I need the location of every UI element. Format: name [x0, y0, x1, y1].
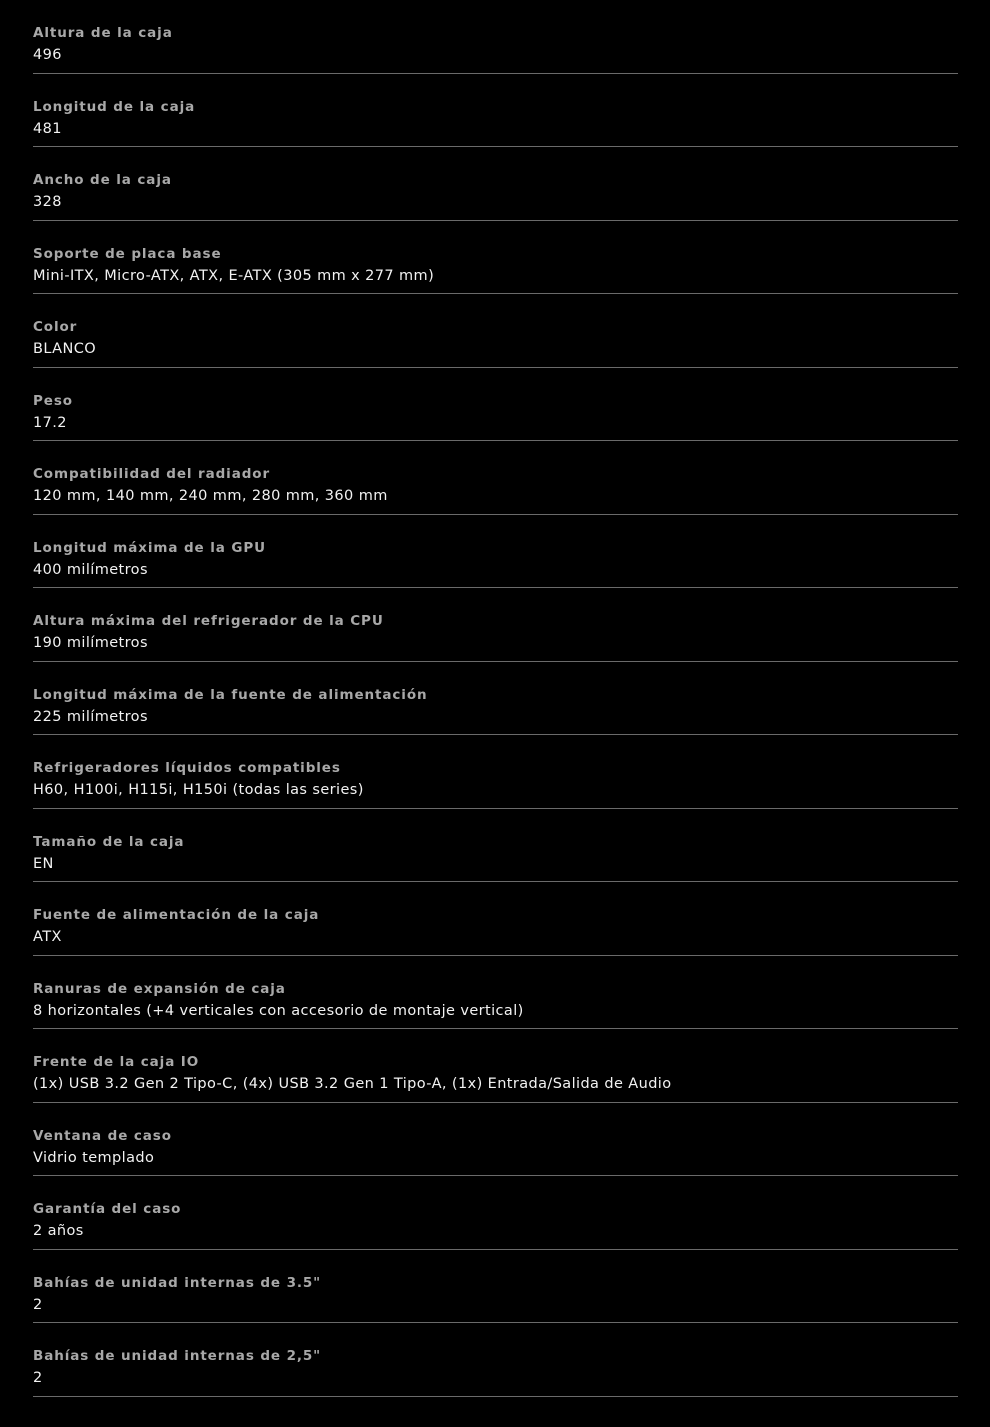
spec-row — [33, 809, 958, 883]
spec-label: Tamaño de la caja — [33, 833, 185, 850]
spec-label: Frente de la caja IO — [33, 1054, 200, 1070]
spec-label: Altura máxima del refrigerador de la CPU — [33, 613, 384, 629]
spec-row — [33, 147, 958, 221]
spec-label: Compatibilidad del radiador — [33, 466, 270, 482]
spec-value: BLANCO — [33, 341, 97, 357]
spec-label: Longitud máxima de la fuente de alimentación — [33, 686, 428, 703]
spec-row — [33, 441, 958, 515]
spec-label: Altura de la caja — [33, 25, 173, 41]
spec-value: 400 milímetros — [33, 561, 148, 578]
spec-row — [33, 74, 958, 148]
spec-value: 328 — [33, 194, 62, 210]
spec-row — [33, 956, 958, 1030]
spec-row — [33, 1103, 958, 1177]
spec-label: Garantía del caso — [33, 1201, 182, 1217]
spec-value: 225 milímetros — [33, 708, 148, 725]
spec-label: Color — [33, 319, 78, 335]
spec-label: Ventana de caso — [33, 1127, 172, 1144]
spec-value: 2 años — [33, 1223, 84, 1239]
spec-value: 17.2 — [33, 414, 67, 431]
spec-label: Bahías de unidad internas de 2,5" — [33, 1348, 322, 1364]
spec-row — [33, 588, 958, 662]
spec-row — [33, 221, 958, 295]
spec-row — [33, 368, 958, 442]
spec-value: 190 milímetros — [33, 635, 148, 651]
spec-label: Fuente de alimentación de la caja — [33, 907, 320, 923]
spec-value: 2 — [33, 1296, 43, 1313]
spec-label: Longitud máxima de la GPU — [33, 539, 266, 556]
spec-row — [33, 294, 958, 368]
spec-label: Soporte de placa base — [33, 245, 222, 262]
spec-value: (1x) USB 3.2 Gen 2 Tipo-C, (4x) USB 3.2 Gen 1 Tipo-A, (1x) Entrada/Salida de Audio — [33, 1076, 672, 1092]
spec-value: 8 horizontales (+4 verticales con accesorio de montaje vertical) — [33, 1002, 524, 1019]
spec-label: Bahías de unidad internas de 3.5" — [33, 1274, 322, 1291]
spec-row — [33, 515, 958, 589]
spec-row — [33, 1029, 958, 1103]
spec-value: EN — [33, 855, 54, 872]
spec-value: H60, H100i, H115i, H150i (todas las series) — [33, 782, 364, 798]
spec-row — [33, 0, 958, 74]
spec-value: Mini-ITX, Micro-ATX, ATX, E-ATX (305 mm x 277 mm) — [33, 267, 435, 284]
spec-label: Refrigeradores líquidos compatibles — [33, 760, 341, 776]
spec-row — [33, 1176, 958, 1250]
spec-value: 496 — [33, 47, 62, 63]
spec-value: 2 — [33, 1370, 43, 1386]
spec-row — [33, 735, 958, 809]
spec-label: Ranuras de expansión de caja — [33, 980, 286, 997]
spec-value: ATX — [33, 929, 62, 945]
spec-row — [33, 662, 958, 736]
spec-row — [33, 1323, 958, 1397]
spec-label: Ancho de la caja — [33, 172, 172, 188]
spec-list — [33, 0, 958, 1397]
spec-value: 120 mm, 140 mm, 240 mm, 280 mm, 360 mm — [33, 488, 388, 504]
spec-label: Peso — [33, 392, 73, 409]
spec-row — [33, 882, 958, 956]
spec-label: Longitud de la caja — [33, 98, 196, 115]
spec-value: Vidrio templado — [33, 1149, 155, 1166]
spec-value: 481 — [33, 120, 62, 137]
spec-row — [33, 1250, 958, 1324]
